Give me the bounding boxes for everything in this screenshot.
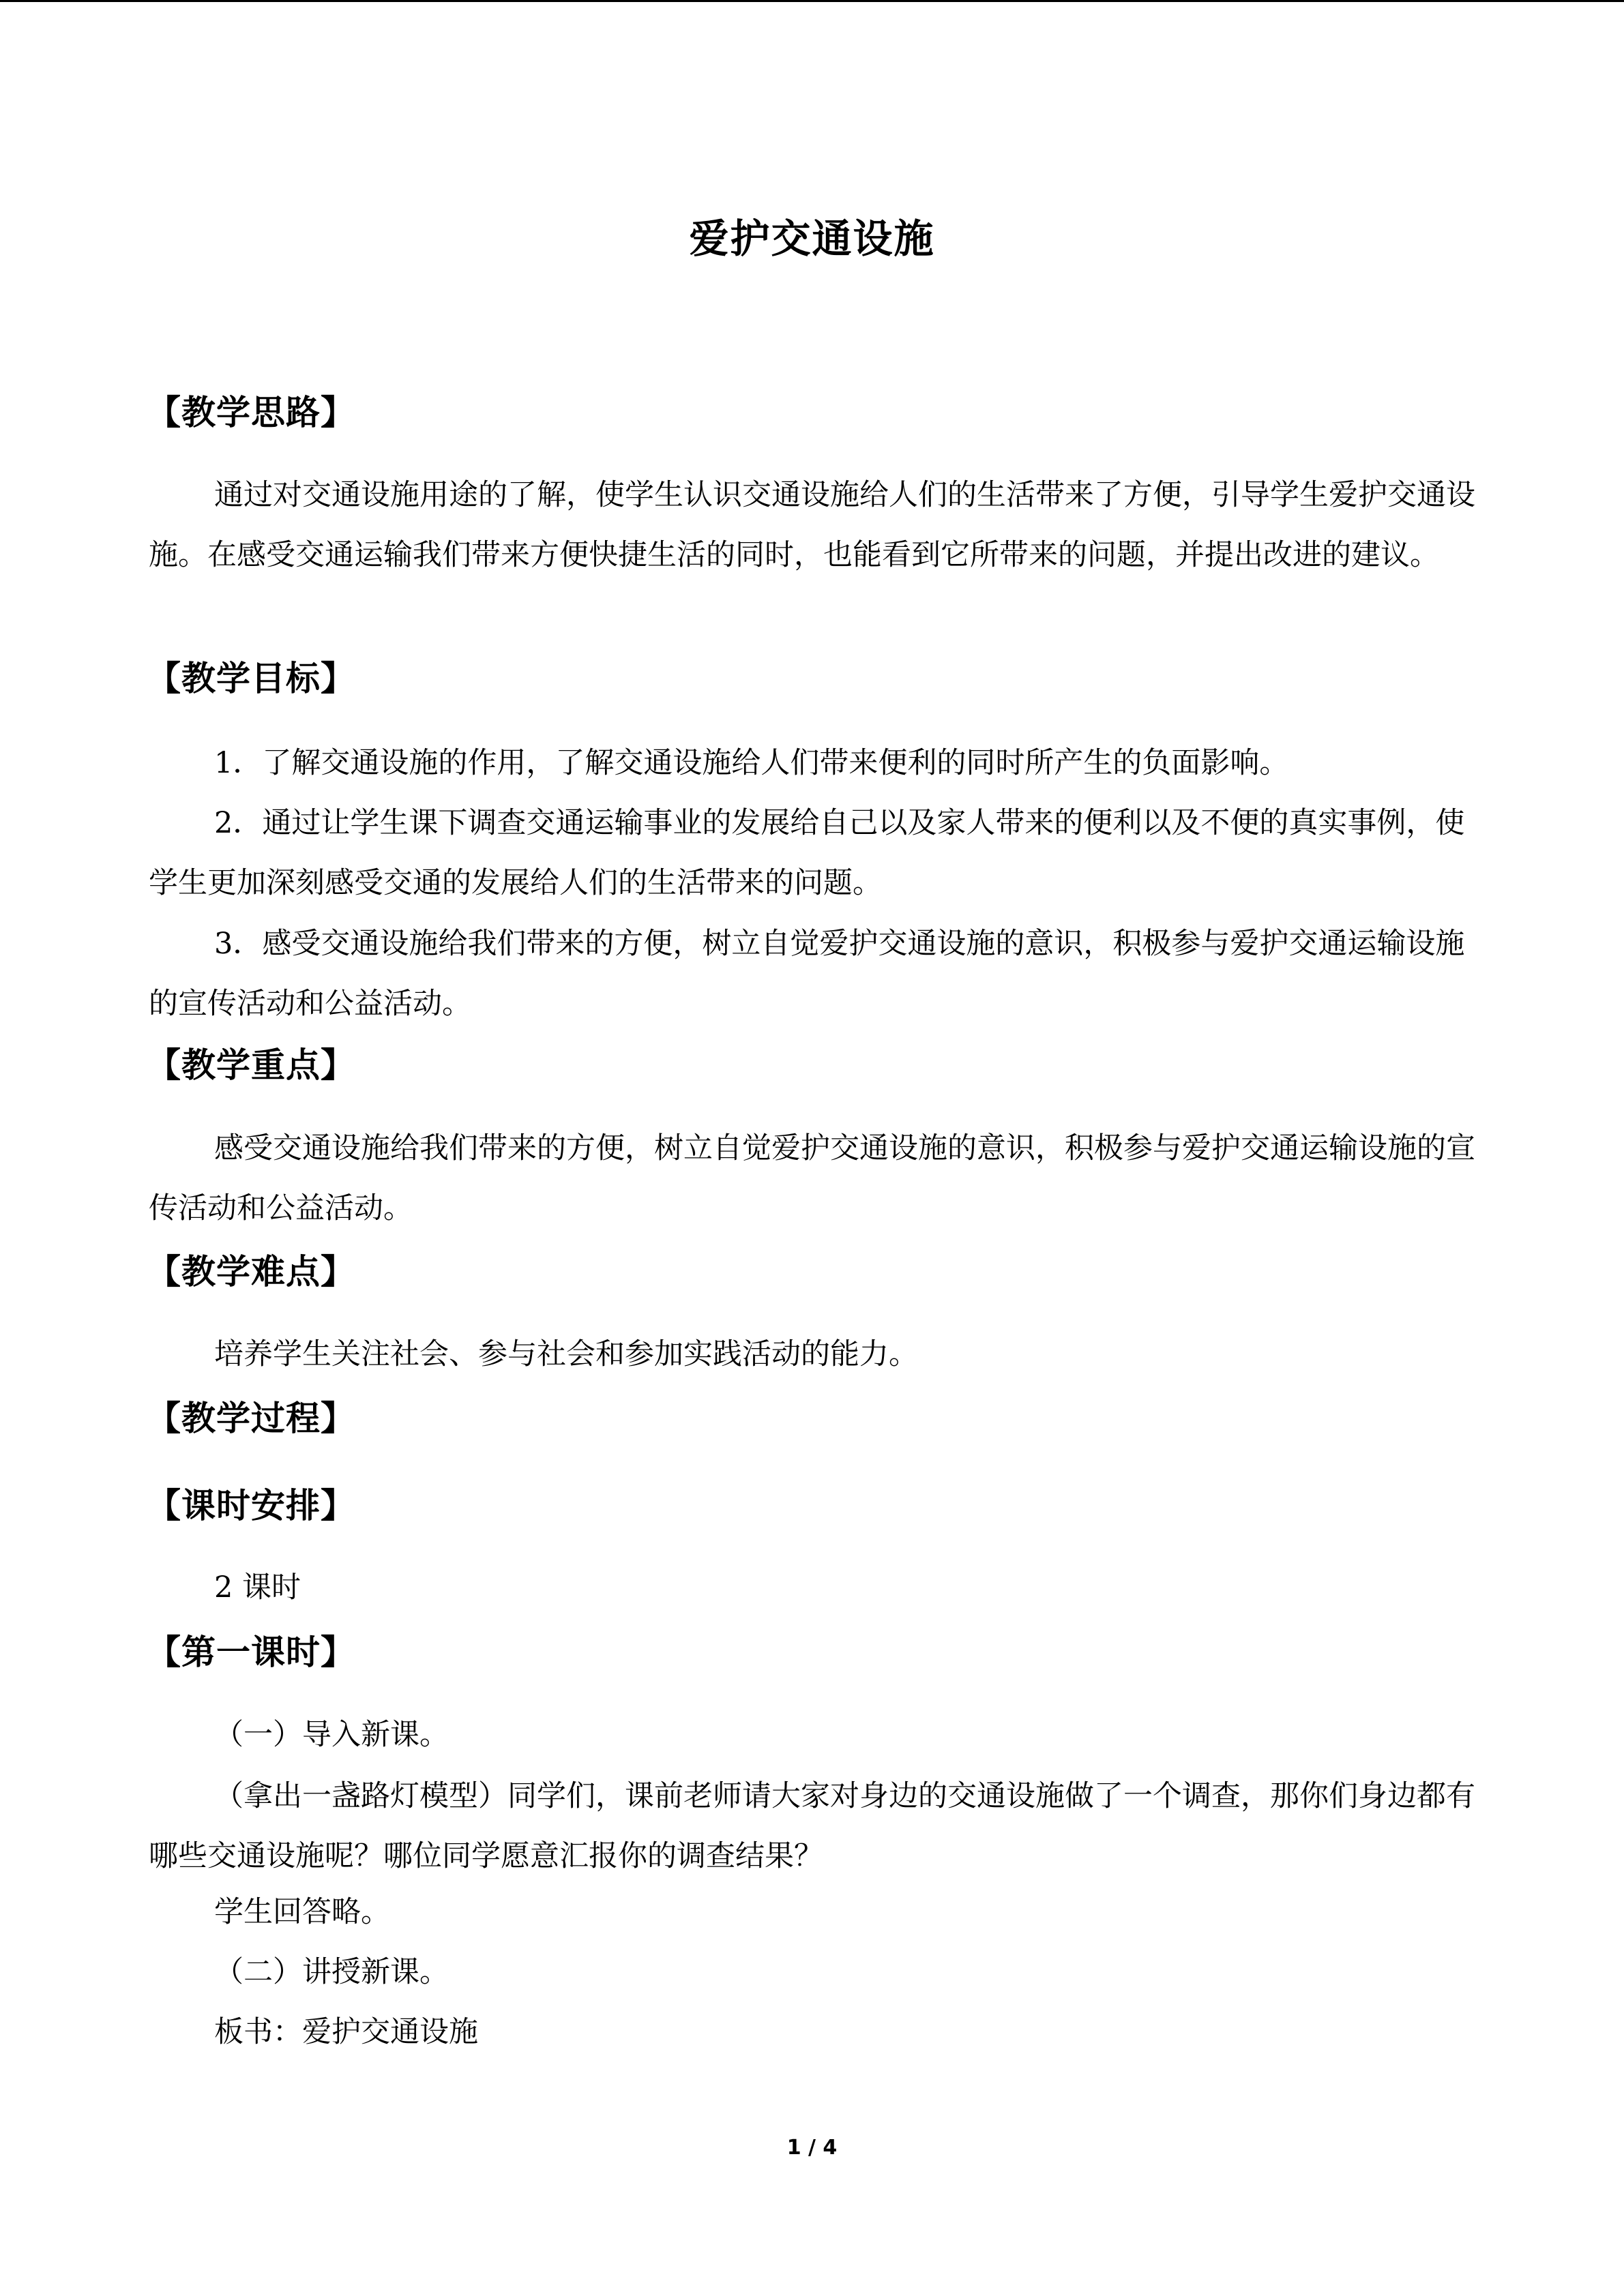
paragraph-thinking: 通过对交通设施用途的了解，使学生认识交通设施给人们的生活带来了方便，引导学生爱护交通设施。在感受交通运输我们带来方便快捷生活的同时，也能看到它所带来的问题，并提出改进的建议。 bbox=[149, 478, 1475, 572]
heading-thinking: 【教学思路】 bbox=[147, 393, 355, 432]
goal-item-3: 3．感受交通设施给我们带来的方便，树立自觉爱护交通设施的意识，积极参与爱护交通运输设施的宣传活动和公益活动。 bbox=[149, 927, 1465, 1021]
paragraph-key-points: 感受交通设施给我们带来的方便，树立自觉爱护交通设施的意识，积极参与爱护交通运输设施的宣传活动和公益活动。 bbox=[149, 1131, 1475, 1225]
page-number: 1 / 4 bbox=[786, 2136, 838, 2160]
heading-process: 【教学过程】 bbox=[147, 1399, 355, 1438]
first-lesson-line-4: （二）讲授新课。 bbox=[214, 1955, 449, 1989]
heading-goals: 【教学目标】 bbox=[147, 659, 355, 698]
document-title: 爱护交通设施 bbox=[689, 215, 935, 262]
first-lesson-line-2: （拿出一盏路灯模型）同学们，课前老师请大家对身边的交通设施做了一个调查，那你们身边都有哪些交通设施呢？哪位同学愿意汇报你的调查结果？ bbox=[149, 1779, 1475, 1873]
page-top-border bbox=[0, 0, 1624, 2]
heading-first-lesson: 【第一课时】 bbox=[147, 1632, 355, 1672]
goal-item-2: 2．通过让学生课下调查交通运输事业的发展给自己以及家人带来的便利以及不便的真实事例，使学生更加深刻感受交通的发展给人们的生活带来的问题。 bbox=[149, 806, 1465, 900]
goal-item-1: 1．了解交通设施的作用，了解交通设施给人们带来便利的同时所产生的负面影响。 bbox=[214, 746, 1289, 780]
first-lesson-line-1: （一）导入新课。 bbox=[214, 1718, 449, 1752]
paragraph-difficulties: 培养学生关注社会、参与社会和参加实践活动的能力。 bbox=[214, 1337, 918, 1371]
schedule-text: 2 课时 bbox=[214, 1570, 301, 1605]
heading-difficulties: 【教学难点】 bbox=[147, 1252, 355, 1292]
first-lesson-line-3: 学生回答略。 bbox=[214, 1895, 390, 1929]
first-lesson-line-5: 板书：爱护交通设施 bbox=[214, 2015, 478, 2049]
heading-schedule: 【课时安排】 bbox=[147, 1486, 355, 1525]
heading-key-points: 【教学重点】 bbox=[147, 1045, 355, 1085]
